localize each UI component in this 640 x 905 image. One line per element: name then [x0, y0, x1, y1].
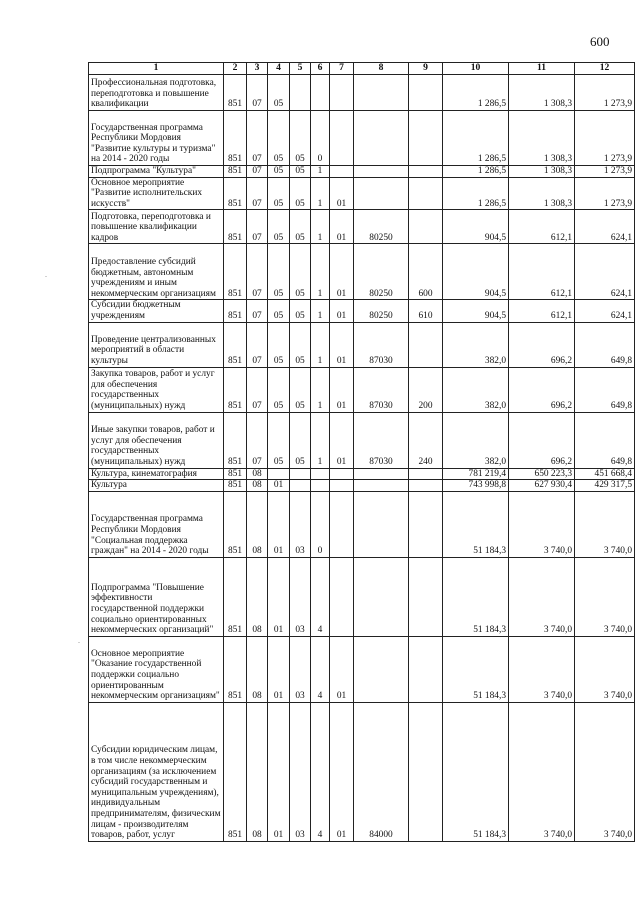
row-name-cell: Культура — [89, 480, 224, 492]
row-value-cell: 1 308,3 — [509, 111, 575, 166]
row-name-cell: Субсидии юридическим лицам, в том числе некоммерческим организациям (за исключением субсидий государственным и муниципальным учреждениям), индивидуальным предпринимателям, физическим лицам - производителям товаров, работ, услуг — [89, 702, 224, 841]
row-value-cell: 01 — [268, 557, 290, 636]
row-value-cell — [409, 111, 443, 166]
row-value-cell: 01 — [330, 636, 354, 702]
row-value-cell: 05 — [268, 166, 290, 178]
row-name-cell: Проведение централизованных мероприятий в области культуры — [89, 322, 224, 367]
row-value-cell — [409, 75, 443, 111]
row-value-cell: 904,5 — [443, 300, 509, 322]
row-value-cell: 05 — [290, 322, 311, 367]
row-value-cell: 1 — [311, 367, 330, 412]
row-name-cell: Основное мероприятие "Развитие исполнительских искусств" — [89, 177, 224, 210]
row-value-cell: 382,0 — [443, 412, 509, 468]
row-value-cell: 01 — [268, 480, 290, 492]
row-value-cell: 3 740,0 — [575, 491, 635, 557]
row-value-cell: 05 — [268, 322, 290, 367]
table-row — [89, 322, 635, 367]
row-value-cell: 1 286,5 — [443, 75, 509, 111]
header-cell: 2 — [224, 63, 247, 75]
table-row — [89, 702, 635, 841]
row-value-cell: 07 — [247, 300, 268, 322]
table-row — [89, 75, 635, 111]
row-value-cell — [330, 557, 354, 636]
row-value-cell: 03 — [290, 557, 311, 636]
row-value-cell: 08 — [247, 491, 268, 557]
row-value-cell: 07 — [247, 322, 268, 367]
row-value-cell: 649,8 — [575, 322, 635, 367]
page-number: 600 — [590, 34, 610, 49]
row-value-cell: 4 — [311, 702, 330, 841]
header-cell: 3 — [247, 63, 268, 75]
row-name-cell: Государственная программа Республики Мордовия "Социальная поддержка граждан" на 2014 - 2020 годы — [89, 491, 224, 557]
row-value-cell: 08 — [247, 636, 268, 702]
row-value-cell: 3 740,0 — [575, 702, 635, 841]
row-value-cell: 1 — [311, 412, 330, 468]
row-value-cell: 600 — [409, 244, 443, 300]
header-cell: 9 — [409, 63, 443, 75]
row-value-cell: 01 — [330, 322, 354, 367]
row-value-cell: 08 — [247, 468, 268, 480]
row-value-cell — [311, 480, 330, 492]
row-value-cell: 1 — [311, 210, 330, 244]
row-value-cell: 4 — [311, 636, 330, 702]
row-value-cell: 612,1 — [509, 300, 575, 322]
row-value-cell — [409, 480, 443, 492]
table-row — [89, 491, 635, 557]
table-row — [89, 557, 635, 636]
table-row — [89, 367, 635, 412]
row-value-cell: 08 — [247, 702, 268, 841]
row-value-cell: 1 273,9 — [575, 166, 635, 178]
row-value-cell: 07 — [247, 75, 268, 111]
header-cell: 6 — [311, 63, 330, 75]
table-row — [89, 300, 635, 322]
header-cell: 8 — [354, 63, 409, 75]
row-value-cell: 240 — [409, 412, 443, 468]
row-value-cell — [311, 468, 330, 480]
row-value-cell: 07 — [247, 367, 268, 412]
row-value-cell — [409, 468, 443, 480]
header-cell: 11 — [509, 63, 575, 75]
row-value-cell — [268, 468, 290, 480]
row-value-cell: 51 184,3 — [443, 491, 509, 557]
row-value-cell — [311, 75, 330, 111]
row-value-cell — [354, 480, 409, 492]
row-value-cell: 05 — [268, 75, 290, 111]
row-value-cell: 0 — [311, 491, 330, 557]
scan-mark: . — [45, 270, 47, 279]
row-value-cell: 03 — [290, 702, 311, 841]
row-value-cell: 612,1 — [509, 210, 575, 244]
row-value-cell: 1 286,5 — [443, 177, 509, 210]
row-value-cell — [290, 480, 311, 492]
row-value-cell: 851 — [224, 166, 247, 178]
table-row — [89, 244, 635, 300]
table-row — [89, 210, 635, 244]
header-cell: 1 — [89, 63, 224, 75]
row-value-cell: 1 273,9 — [575, 111, 635, 166]
row-value-cell: 851 — [224, 480, 247, 492]
row-value-cell: 3 740,0 — [509, 636, 575, 702]
row-value-cell: 382,0 — [443, 367, 509, 412]
row-value-cell: 696,2 — [509, 412, 575, 468]
row-value-cell: 01 — [330, 300, 354, 322]
row-value-cell: 851 — [224, 412, 247, 468]
row-name-cell: Государственная программа Республики Мордовия "Развитие культуры и туризма" на 2014 - 2020 годы — [89, 111, 224, 166]
row-value-cell: 200 — [409, 367, 443, 412]
row-value-cell: 87030 — [354, 322, 409, 367]
row-value-cell: 05 — [268, 177, 290, 210]
row-value-cell — [354, 166, 409, 178]
row-value-cell: 01 — [268, 491, 290, 557]
header-cell: 10 — [443, 63, 509, 75]
row-value-cell: 05 — [290, 367, 311, 412]
row-value-cell: 3 740,0 — [509, 702, 575, 841]
row-value-cell — [409, 702, 443, 841]
row-value-cell: 4 — [311, 557, 330, 636]
budget-table — [88, 62, 635, 842]
row-value-cell: 851 — [224, 636, 247, 702]
row-value-cell — [290, 468, 311, 480]
row-value-cell — [290, 75, 311, 111]
row-value-cell: 650 223,3 — [509, 468, 575, 480]
row-value-cell: 05 — [290, 244, 311, 300]
row-name-cell: Профессиональная подготовка, переподготовка и повышение квалификации — [89, 75, 224, 111]
row-value-cell: 429 317,5 — [575, 480, 635, 492]
row-value-cell: 87030 — [354, 412, 409, 468]
table-row — [89, 111, 635, 166]
row-value-cell — [354, 468, 409, 480]
row-value-cell: 1 308,3 — [509, 166, 575, 178]
row-value-cell: 624,1 — [575, 244, 635, 300]
row-value-cell: 07 — [247, 244, 268, 300]
header-cell: 12 — [575, 63, 635, 75]
row-value-cell: 07 — [247, 177, 268, 210]
row-value-cell: 80250 — [354, 300, 409, 322]
header-cell: 7 — [330, 63, 354, 75]
row-value-cell: 1 — [311, 177, 330, 210]
row-value-cell: 05 — [268, 300, 290, 322]
row-value-cell: 07 — [247, 166, 268, 178]
row-value-cell: 80250 — [354, 210, 409, 244]
row-value-cell: 1 308,3 — [509, 75, 575, 111]
row-value-cell: 01 — [330, 177, 354, 210]
row-value-cell: 1 — [311, 300, 330, 322]
row-name-cell: Субсидии бюджетным учреждениям — [89, 300, 224, 322]
row-value-cell: 05 — [268, 412, 290, 468]
row-value-cell: 07 — [247, 412, 268, 468]
scan-mark: . — [78, 636, 80, 645]
row-value-cell: 03 — [290, 636, 311, 702]
row-value-cell: 01 — [330, 244, 354, 300]
row-value-cell — [330, 491, 354, 557]
row-value-cell — [409, 210, 443, 244]
header-row — [89, 63, 635, 75]
row-value-cell — [409, 322, 443, 367]
row-value-cell — [330, 480, 354, 492]
row-name-cell: Иные закупки товаров, работ и услуг для обеспечения государственных (муниципальных) нужд — [89, 412, 224, 468]
row-value-cell: 3 740,0 — [575, 557, 635, 636]
row-value-cell: 3 740,0 — [509, 557, 575, 636]
row-value-cell: 05 — [268, 244, 290, 300]
row-value-cell — [409, 557, 443, 636]
row-value-cell — [354, 75, 409, 111]
row-name-cell: Предоставление субсидий бюджетным, автономным учреждениям и иным некоммерческим организациям — [89, 244, 224, 300]
row-value-cell: 05 — [290, 166, 311, 178]
row-value-cell: 851 — [224, 322, 247, 367]
row-name-cell: Культура, кинематография — [89, 468, 224, 480]
row-value-cell: 51 184,3 — [443, 702, 509, 841]
row-value-cell: 781 219,4 — [443, 468, 509, 480]
row-value-cell: 87030 — [354, 367, 409, 412]
row-value-cell: 08 — [247, 557, 268, 636]
row-value-cell: 01 — [268, 702, 290, 841]
row-name-cell: Закупка товаров, работ и услуг для обеспечения государственных (муниципальных) нужд — [89, 367, 224, 412]
row-value-cell: 05 — [290, 177, 311, 210]
row-value-cell: 05 — [290, 300, 311, 322]
row-value-cell: 01 — [330, 367, 354, 412]
row-value-cell: 1 — [311, 322, 330, 367]
row-value-cell: 1 273,9 — [575, 75, 635, 111]
row-value-cell: 01 — [330, 412, 354, 468]
row-value-cell: 05 — [268, 111, 290, 166]
row-value-cell — [409, 177, 443, 210]
row-value-cell: 05 — [290, 412, 311, 468]
row-value-cell: 851 — [224, 367, 247, 412]
row-value-cell: 904,5 — [443, 210, 509, 244]
row-value-cell: 05 — [290, 111, 311, 166]
row-value-cell — [330, 468, 354, 480]
row-value-cell: 01 — [268, 636, 290, 702]
row-value-cell — [409, 491, 443, 557]
header-cell: 5 — [290, 63, 311, 75]
row-value-cell: 07 — [247, 210, 268, 244]
row-value-cell: 1 286,5 — [443, 111, 509, 166]
row-value-cell: 01 — [330, 210, 354, 244]
row-value-cell: 851 — [224, 557, 247, 636]
row-value-cell — [354, 557, 409, 636]
row-value-cell — [409, 636, 443, 702]
row-value-cell: 05 — [268, 210, 290, 244]
table-row — [89, 480, 635, 492]
table-row — [89, 177, 635, 210]
row-value-cell: 851 — [224, 244, 247, 300]
row-value-cell: 696,2 — [509, 367, 575, 412]
row-value-cell: 0 — [311, 111, 330, 166]
row-value-cell: 1 — [311, 244, 330, 300]
row-value-cell: 649,8 — [575, 412, 635, 468]
row-value-cell: 80250 — [354, 244, 409, 300]
table-body — [89, 75, 635, 842]
row-value-cell: 612,1 — [509, 244, 575, 300]
row-value-cell: 649,8 — [575, 367, 635, 412]
row-name-cell: Подпрограмма "Культура" — [89, 166, 224, 178]
row-value-cell — [354, 491, 409, 557]
row-value-cell: 696,2 — [509, 322, 575, 367]
row-value-cell: 851 — [224, 75, 247, 111]
row-value-cell — [330, 75, 354, 111]
row-value-cell: 05 — [268, 367, 290, 412]
row-value-cell — [330, 111, 354, 166]
table-row — [89, 412, 635, 468]
row-name-cell: Основное мероприятие "Оказание государственной поддержки социально ориентированным некоммерческим организациям" — [89, 636, 224, 702]
row-name-cell: Подготовка, переподготовка и повышение квалификации кадров — [89, 210, 224, 244]
row-value-cell: 851 — [224, 468, 247, 480]
row-value-cell: 07 — [247, 111, 268, 166]
row-value-cell: 624,1 — [575, 210, 635, 244]
row-value-cell: 84000 — [354, 702, 409, 841]
row-value-cell: 624,1 — [575, 300, 635, 322]
row-value-cell — [409, 166, 443, 178]
row-value-cell: 610 — [409, 300, 443, 322]
row-value-cell: 904,5 — [443, 244, 509, 300]
row-value-cell: 08 — [247, 480, 268, 492]
row-value-cell: 1 308,3 — [509, 177, 575, 210]
row-value-cell: 51 184,3 — [443, 557, 509, 636]
row-value-cell: 01 — [330, 702, 354, 841]
row-value-cell: 382,0 — [443, 322, 509, 367]
row-value-cell: 743 998,8 — [443, 480, 509, 492]
row-value-cell: 851 — [224, 702, 247, 841]
row-value-cell: 3 740,0 — [509, 491, 575, 557]
header-cell: 4 — [268, 63, 290, 75]
row-value-cell: 1 — [311, 166, 330, 178]
row-value-cell: 851 — [224, 210, 247, 244]
row-value-cell: 627 930,4 — [509, 480, 575, 492]
row-value-cell — [354, 177, 409, 210]
row-value-cell: 05 — [290, 210, 311, 244]
row-value-cell: 51 184,3 — [443, 636, 509, 702]
row-value-cell: 03 — [290, 491, 311, 557]
table-row — [89, 636, 635, 702]
row-value-cell — [354, 111, 409, 166]
row-value-cell: 851 — [224, 111, 247, 166]
row-value-cell: 451 668,4 — [575, 468, 635, 480]
row-value-cell: 3 740,0 — [575, 636, 635, 702]
row-value-cell: 851 — [224, 177, 247, 210]
row-value-cell: 851 — [224, 300, 247, 322]
row-name-cell: Подпрограмма "Повышение эффективности государственной поддержки социально ориентированных некоммерческих организаций" — [89, 557, 224, 636]
row-value-cell: 851 — [224, 491, 247, 557]
row-value-cell: 1 286,5 — [443, 166, 509, 178]
table-row — [89, 468, 635, 480]
table-row — [89, 166, 635, 178]
row-value-cell — [330, 166, 354, 178]
row-value-cell: 1 273,9 — [575, 177, 635, 210]
row-value-cell — [354, 636, 409, 702]
